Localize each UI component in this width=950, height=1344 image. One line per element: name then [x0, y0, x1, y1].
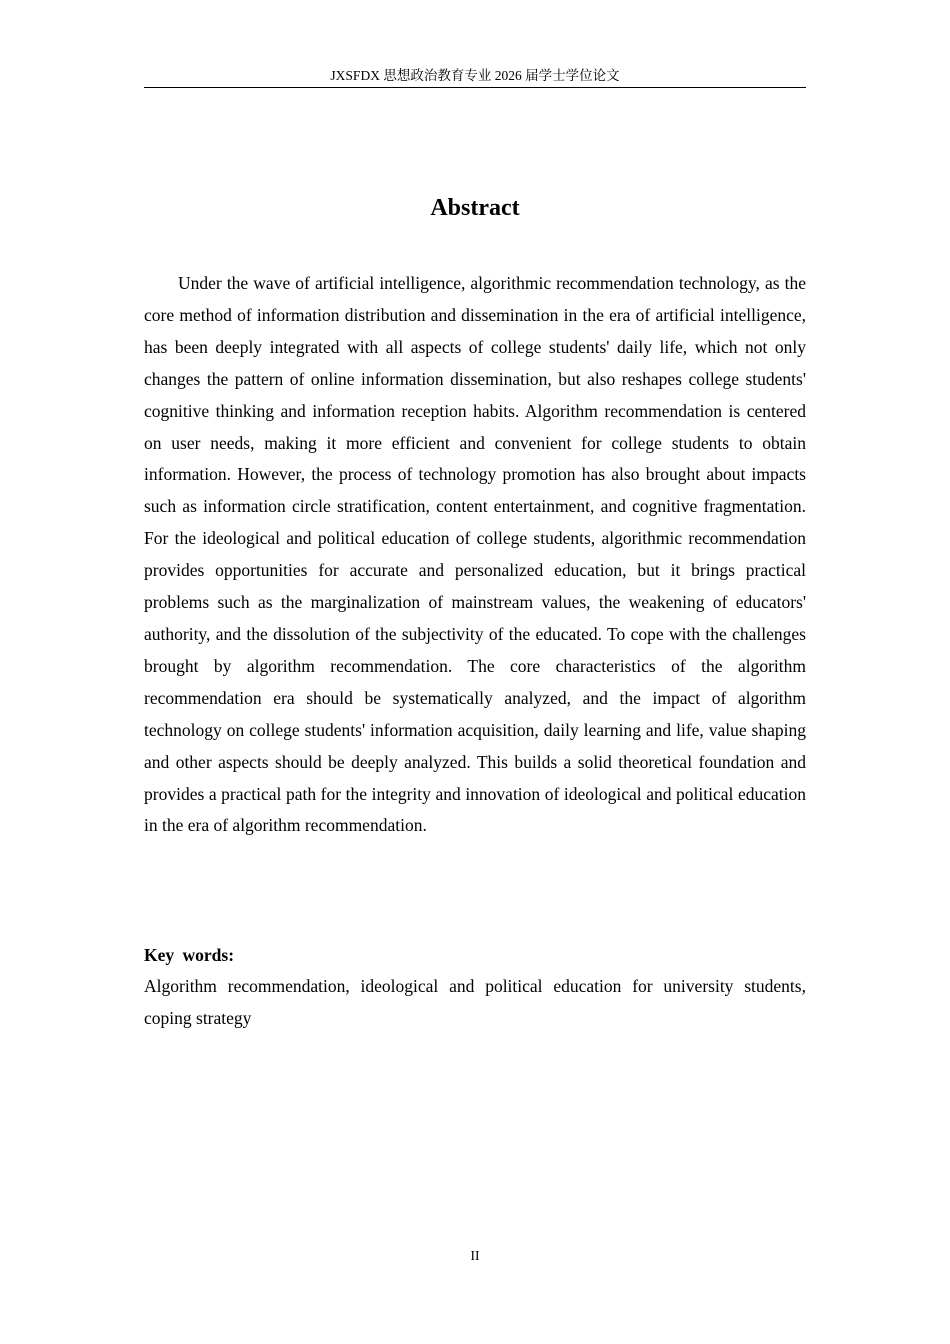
- abstract-body: Under the wave of artificial intelligence, algorithmic recommendation technology, as the core method of information distribution and dissemination in the era of artificial intelligence, has been deeply integrated with all aspects of college students' daily life, which not only changes the pattern of online information dissemination, but also reshapes college students' cognitive thinking and information reception habits. Algorithm recommendation is centered on user needs, making it more efficient and convenient for college students to obtain information. However, the process of technology promotion has also brought about impacts such as information circle stratification, content entertainment, and cognitive fragmentation. For the ideological and political education of college students, algorithmic recommendation provides opportunities for accurate and personalized education, but it brings practical problems such as the marginalization of mainstream values, the weakening of educators' authority, and the dissolution of the subjectivity of the educated. To cope with the challenges brought by algorithm recommendation. The core characteristics of the algorithm recommendation era should be systematically analyzed, and the impact of algorithm technology on college students' information acquisition, daily learning and life, value shaping and other aspects should be deeply analyzed. This builds a solid theoretical foundation and provides a practical path for the integrity and innovation of ideological and political education in the era of algorithm recommendation.: [144, 273, 806, 836]
- page-number: II: [470, 1248, 480, 1263]
- keywords-heading: Key words:: [144, 945, 235, 965]
- page-header: JXSFDX 思想政治教育专业 2026 届学士学位论文: [144, 67, 806, 88]
- abstract-title: Abstract: [430, 195, 520, 221]
- keywords-text: Algorithm recommendation, ideological and political education for university students, coping strategy: [144, 976, 806, 1028]
